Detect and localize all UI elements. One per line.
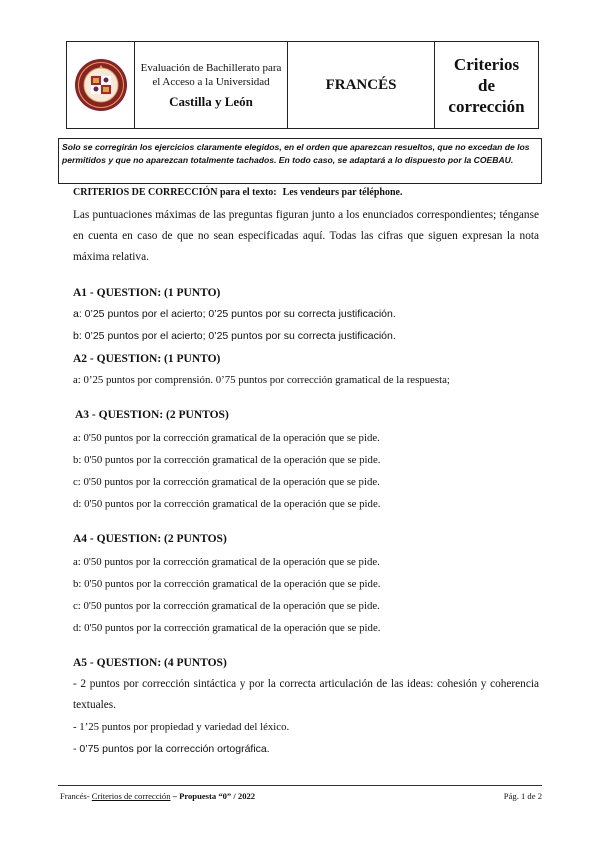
criteria-cell	[435, 42, 538, 128]
text-title: Les vendeurs par téléphone.	[282, 187, 403, 198]
a4-item-b: b: 0'50 puntos por la corrección gramatical de la operación que se pide.	[73, 578, 381, 590]
a1-title: A1 - QUESTION: (1 PUNTO)	[73, 287, 221, 299]
a4-item-d: d: 0'50 puntos por la corrección gramatical de la operación que se pide.	[73, 622, 381, 634]
a2-title: A2 - QUESTION: (1 PUNTO)	[73, 353, 221, 365]
main-content	[73, 186, 539, 760]
a5-item-2: - 1’25 puntos por propiedad y variedad del léxico.	[73, 721, 290, 733]
region-name: Castilla y León	[169, 94, 253, 109]
criteria-word-2: de	[478, 75, 495, 95]
criteria-word-3: corrección	[448, 96, 525, 116]
a4-title: A4 - QUESTION: (2 PUNTOS)	[73, 533, 227, 545]
page-footer	[60, 791, 542, 801]
a1-item-a: a: 0’25 puntos por el acierto; 0’25 puntos por su correcta justificación.	[73, 308, 396, 320]
a2-item-a: a: 0’25 puntos por comprensión. 0’75 puntos por corrección gramatical de la respuesta;	[73, 374, 450, 386]
a3-item-d: d: 0'50 puntos por la corrección gramatical de la operación que se pide.	[73, 498, 381, 510]
a1-item-b: b: 0’25 puntos por el acierto; 0’25 puntos por su correcta justificación.	[73, 330, 396, 342]
correction-notice: Solo se corregirán los ejercicios claramente elegidos, en el orden que aparezcan resueltos, que no excedan de los permitidos y que no aparezcan totalmente tachados. En todo caso, se adaptará a lo dispuesto por la COEBAU.	[58, 138, 542, 184]
footer-criteria: Criterios de corrección	[91, 791, 171, 801]
a5-item-1: - 2 puntos por corrección sintáctica y por la correcta articulación de las ideas: cohesión y coherencia textuales.	[73, 678, 539, 711]
exam-name-line1: Evaluación de Bachillerato para	[140, 62, 282, 74]
subject-cell	[288, 42, 435, 128]
castilla-leon-crest-icon	[74, 55, 128, 115]
subject-title: FRANCÉS	[325, 76, 397, 93]
a5-item-3: - 0’75 puntos por la corrección ortográfica.	[73, 743, 270, 755]
a4-item-a: a: 0'50 puntos por la corrección gramatical de la operación que se pide.	[73, 556, 380, 568]
a4-item-c: c: 0'50 puntos por la corrección gramatical de la operación que se pide.	[73, 600, 380, 612]
criteria-label: CRITERIOS DE CORRECCIÓN para el texto:	[73, 187, 277, 198]
a5-title: A5 - QUESTION: (4 PUNTOS)	[73, 657, 227, 669]
exam-name-line2: el Acceso a la Universidad	[152, 76, 270, 88]
exam-info-cell	[135, 42, 288, 128]
page-number: Pág. 1 de 2	[503, 791, 542, 801]
a3-item-c: c: 0'50 puntos por la corrección gramatical de la operación que se pide.	[73, 476, 380, 488]
footer-divider	[58, 785, 542, 786]
a3-item-b: b: 0'50 puntos por la corrección gramatical de la operación que se pide.	[73, 454, 381, 466]
footer-proposal: – Propuesta “0” / 2022	[172, 791, 256, 801]
footer-subject: Francés-	[60, 791, 90, 801]
criteria-word-1: Criterios	[453, 54, 520, 74]
a3-title: A3 - QUESTION: (2 PUNTOS)	[75, 409, 229, 421]
a3-item-a: a: 0'50 puntos por la corrección gramatical de la operación que se pide.	[73, 432, 380, 444]
intro-paragraph: Las puntuaciones máximas de las preguntas figuran junto a los enunciados correspondientes; ténganse en cuenta en caso de que no sean especificadas aquí. Todas las cifras que siguen expresan la nota máxima relativa.	[73, 209, 539, 263]
header-table	[66, 41, 539, 129]
logo-cell	[67, 42, 135, 128]
criteria-heading	[73, 186, 539, 200]
